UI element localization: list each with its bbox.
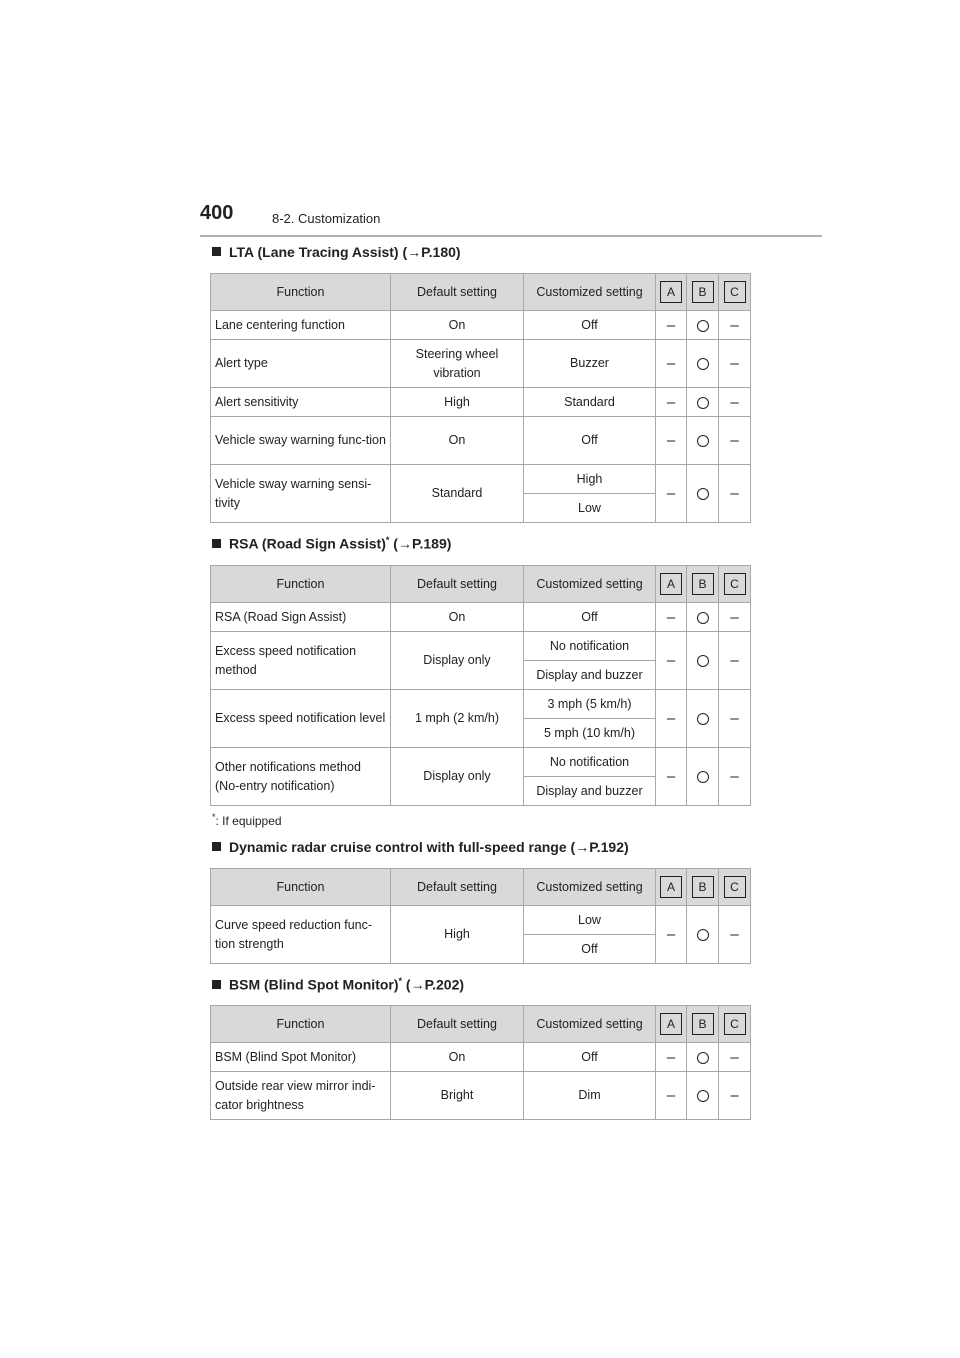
function-cell: RSA (Road Sign Assist) bbox=[211, 603, 391, 632]
default-cell: Standard bbox=[391, 465, 524, 523]
circle-icon bbox=[697, 655, 709, 667]
col-header-function: Function bbox=[211, 566, 391, 603]
mark-c: – bbox=[719, 632, 751, 690]
col-header-default: Default setting bbox=[391, 274, 524, 311]
chapter-title: 8-2. Customization bbox=[272, 211, 381, 226]
mark-b bbox=[687, 340, 719, 388]
customized-cell: Off bbox=[524, 1043, 656, 1072]
col-header-default: Default setting bbox=[391, 566, 524, 603]
mark-c: – bbox=[719, 1072, 751, 1120]
mark-b bbox=[687, 1072, 719, 1120]
circle-icon bbox=[697, 397, 709, 409]
mark-b bbox=[687, 311, 719, 340]
mark-c: – bbox=[719, 311, 751, 340]
mark-a: – bbox=[656, 340, 687, 388]
mark-b bbox=[687, 603, 719, 632]
table-row bbox=[211, 906, 751, 935]
default-cell: Display only bbox=[391, 748, 524, 806]
section-title-lta: LTA (Lane Tracing Assist) (→P.180) bbox=[212, 244, 461, 260]
customized-cell: Standard bbox=[524, 388, 656, 417]
mark-a: – bbox=[656, 906, 687, 964]
circle-icon bbox=[697, 488, 709, 500]
mark-a: – bbox=[656, 690, 687, 748]
default-cell: Display only bbox=[391, 632, 524, 690]
col-header-b: B bbox=[687, 566, 719, 603]
circle-icon bbox=[697, 358, 709, 370]
col-header-a: A bbox=[656, 869, 687, 906]
col-header-a: A bbox=[656, 1006, 687, 1043]
customized-cell: 3 mph (5 km/h) bbox=[524, 690, 656, 719]
customized-cell: Display and buzzer bbox=[524, 777, 656, 806]
default-cell: 1 mph (2 km/h) bbox=[391, 690, 524, 748]
mark-c: – bbox=[719, 690, 751, 748]
mark-a: – bbox=[656, 1072, 687, 1120]
settings-table-lta bbox=[210, 273, 751, 523]
table-row bbox=[211, 690, 751, 719]
customized-cell: Off bbox=[524, 311, 656, 340]
mark-b bbox=[687, 417, 719, 465]
default-cell: On bbox=[391, 603, 524, 632]
circle-icon bbox=[697, 771, 709, 783]
circle-icon bbox=[697, 320, 709, 332]
default-cell: Bright bbox=[391, 1072, 524, 1120]
default-cell: Steering wheel vibration bbox=[391, 340, 524, 388]
customized-cell: Display and buzzer bbox=[524, 661, 656, 690]
mark-a: – bbox=[656, 632, 687, 690]
table-row bbox=[211, 1072, 751, 1120]
table-row bbox=[211, 311, 751, 340]
function-cell: Alert sensitivity bbox=[211, 388, 391, 417]
default-cell: High bbox=[391, 906, 524, 964]
col-header-a: A bbox=[656, 274, 687, 311]
bullet-square-icon bbox=[212, 539, 221, 548]
col-header-c: C bbox=[719, 274, 751, 311]
settings-table-rsa bbox=[210, 565, 751, 806]
bullet-square-icon bbox=[212, 980, 221, 989]
col-header-a: A bbox=[656, 566, 687, 603]
col-header-c: C bbox=[719, 869, 751, 906]
page-header bbox=[200, 202, 822, 237]
bullet-square-icon bbox=[212, 842, 221, 851]
col-header-c: C bbox=[719, 1006, 751, 1043]
col-header-customized: Customized setting bbox=[524, 566, 656, 603]
customized-cell: Off bbox=[524, 417, 656, 465]
circle-icon bbox=[697, 713, 709, 725]
default-cell: High bbox=[391, 388, 524, 417]
mark-b bbox=[687, 632, 719, 690]
page-number: 400 bbox=[200, 202, 234, 224]
table-header-row bbox=[211, 274, 751, 311]
table-header-row bbox=[211, 566, 751, 603]
col-header-function: Function bbox=[211, 1006, 391, 1043]
table-row bbox=[211, 1043, 751, 1072]
mark-b bbox=[687, 1043, 719, 1072]
table-row bbox=[211, 632, 751, 661]
mark-c: – bbox=[719, 340, 751, 388]
table-row bbox=[211, 603, 751, 632]
mark-a: – bbox=[656, 388, 687, 417]
mark-b bbox=[687, 906, 719, 964]
col-header-customized: Customized setting bbox=[524, 1006, 656, 1043]
mark-a: – bbox=[656, 603, 687, 632]
col-header-b: B bbox=[687, 274, 719, 311]
customized-cell: Dim bbox=[524, 1072, 656, 1120]
col-header-default: Default setting bbox=[391, 869, 524, 906]
col-header-c: C bbox=[719, 566, 751, 603]
col-header-customized: Customized setting bbox=[524, 869, 656, 906]
col-header-b: B bbox=[687, 869, 719, 906]
circle-icon bbox=[697, 612, 709, 624]
circle-icon bbox=[697, 1052, 709, 1064]
mark-b bbox=[687, 388, 719, 417]
table-row bbox=[211, 340, 751, 388]
bullet-square-icon bbox=[212, 247, 221, 256]
col-header-customized: Customized setting bbox=[524, 274, 656, 311]
table-row bbox=[211, 388, 751, 417]
customized-cell: Low bbox=[524, 494, 656, 523]
function-cell: Curve speed reduction func-tion strength bbox=[211, 906, 391, 964]
mark-a: – bbox=[656, 311, 687, 340]
col-header-function: Function bbox=[211, 274, 391, 311]
customized-cell: No notification bbox=[524, 748, 656, 777]
mark-c: – bbox=[719, 417, 751, 465]
customized-cell: High bbox=[524, 465, 656, 494]
default-cell: On bbox=[391, 417, 524, 465]
mark-c: – bbox=[719, 388, 751, 417]
table-row bbox=[211, 417, 751, 465]
section-title-radar-cruise: Dynamic radar cruise control with full-speed range (→P.192) bbox=[212, 839, 629, 855]
function-cell: Lane centering function bbox=[211, 311, 391, 340]
mark-a: – bbox=[656, 417, 687, 465]
mark-c: – bbox=[719, 748, 751, 806]
col-header-default: Default setting bbox=[391, 1006, 524, 1043]
table-header-row bbox=[211, 869, 751, 906]
customized-cell: Low bbox=[524, 906, 656, 935]
customized-cell: Off bbox=[524, 603, 656, 632]
mark-a: – bbox=[656, 748, 687, 806]
circle-icon bbox=[697, 929, 709, 941]
circle-icon bbox=[697, 435, 709, 447]
function-cell: Alert type bbox=[211, 340, 391, 388]
circle-icon bbox=[697, 1090, 709, 1102]
col-header-b: B bbox=[687, 1006, 719, 1043]
table-row bbox=[211, 465, 751, 494]
section-title-bsm: BSM (Blind Spot Monitor)* (→P.202) bbox=[212, 976, 464, 993]
default-cell: On bbox=[391, 311, 524, 340]
function-cell: Excess speed notification method bbox=[211, 632, 391, 690]
customized-cell: Off bbox=[524, 935, 656, 964]
mark-c: – bbox=[719, 906, 751, 964]
section-title-rsa: RSA (Road Sign Assist)* (→P.189) bbox=[212, 535, 451, 552]
default-cell: On bbox=[391, 1043, 524, 1072]
mark-b bbox=[687, 465, 719, 523]
mark-c: – bbox=[719, 603, 751, 632]
customized-cell: 5 mph (10 km/h) bbox=[524, 719, 656, 748]
table-header-row bbox=[211, 1006, 751, 1043]
col-header-function: Function bbox=[211, 869, 391, 906]
function-cell: BSM (Blind Spot Monitor) bbox=[211, 1043, 391, 1072]
mark-c: – bbox=[719, 1043, 751, 1072]
mark-c: – bbox=[719, 465, 751, 523]
table-row bbox=[211, 748, 751, 777]
mark-b bbox=[687, 748, 719, 806]
function-cell: Outside rear view mirror indi-cator brightness bbox=[211, 1072, 391, 1120]
function-cell: Vehicle sway warning sensi-tivity bbox=[211, 465, 391, 523]
customized-cell: Buzzer bbox=[524, 340, 656, 388]
mark-b bbox=[687, 690, 719, 748]
customized-cell: No notification bbox=[524, 632, 656, 661]
function-cell: Excess speed notification level bbox=[211, 690, 391, 748]
mark-a: – bbox=[656, 465, 687, 523]
settings-table-radar-cruise bbox=[210, 868, 751, 964]
settings-table-bsm bbox=[210, 1005, 751, 1120]
footnote: *: If equipped bbox=[212, 812, 282, 828]
function-cell: Other notifications method (No-entry notification) bbox=[211, 748, 391, 806]
function-cell: Vehicle sway warning func-tion bbox=[211, 417, 391, 465]
mark-a: – bbox=[656, 1043, 687, 1072]
